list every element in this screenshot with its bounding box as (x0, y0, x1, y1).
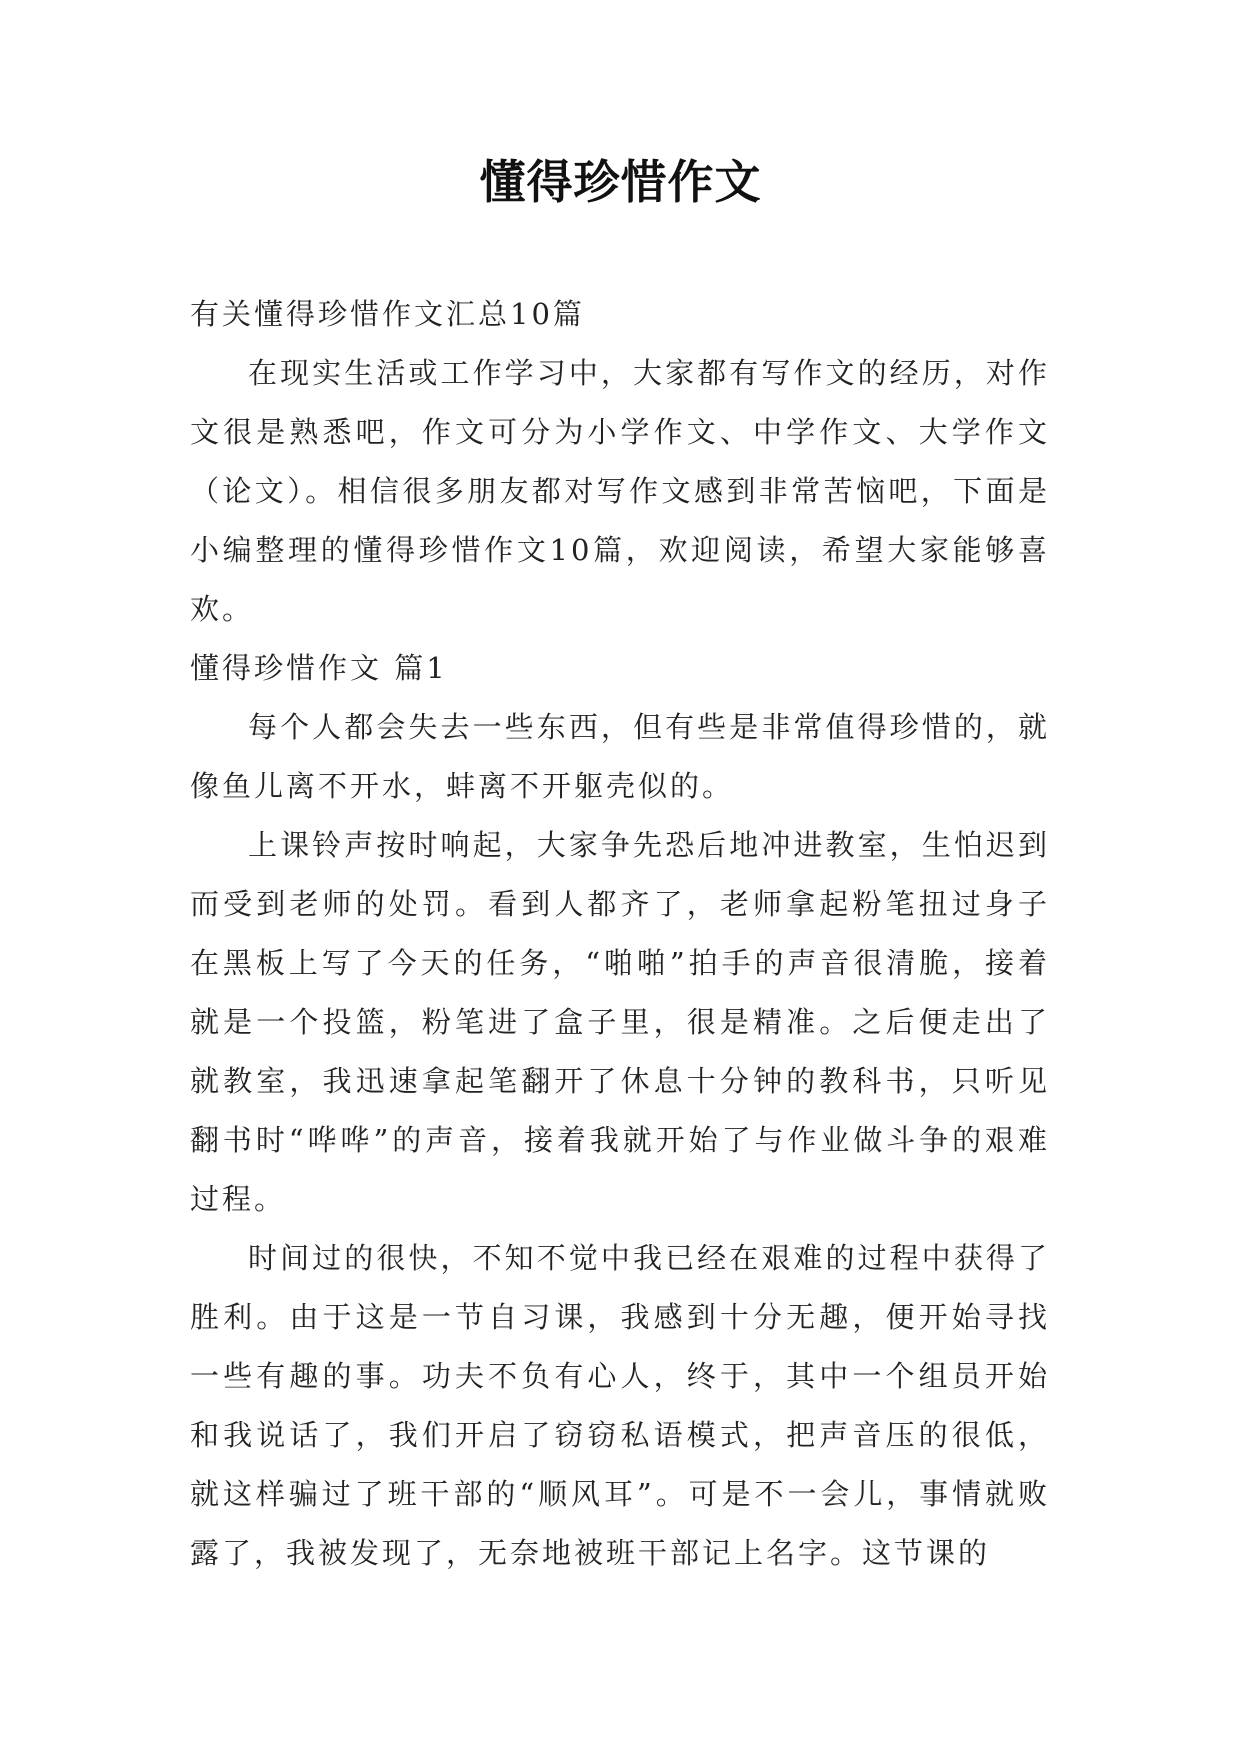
document-subtitle: 有关懂得珍惜作文汇总10篇 (190, 297, 585, 331)
body-paragraph: 每个人都会失去一些东西，但有些是非常值得珍惜的，就像鱼儿离不开水，蚌离不开躯壳似的。 (190, 710, 1050, 803)
section-heading: 懂得珍惜作文 篇1 (190, 651, 448, 685)
document-body (190, 285, 1050, 1583)
document-title: 懂得珍惜作文 (479, 155, 762, 209)
intro-paragraph: 在现实生活或工作学习中，大家都有写作文的经历，对作文很是熟悉吧，作文可分为小学作文、中学作文、大学作文（论文）。相信很多朋友都对写作文感到非常苦恼吧，下面是小编整理的懂得珍惜作文10篇，欢迎阅读，希望大家能够喜欢。 (190, 356, 1050, 626)
body-paragraph: 上课铃声按时响起，大家争先恐后地冲进教室，生怕迟到而受到老师的处罚。看到人都齐了，老师拿起粉笔扭过身子在黑板上写了今天的任务，“啪啪”拍手的声音很清脆，接着就是一个投篮，粉笔进了盒子里，很是精准。之后便走出了就教室，我迅速拿起笔翻开了休息十分钟的教科书，只听见翻书时“哗哗”的声音，接着我就开始了与作业做斗争的艰难过程。 (190, 828, 1050, 1216)
body-paragraph: 时间过的很快，不知不觉中我已经在艰难的过程中获得了胜利。由于这是一节自习课，我感到十分无趣，便开始寻找一些有趣的事。功夫不负有心人，终于，其中一个组员开始和我说话了，我们开启了窃窃私语模式，把声音压的很低，就这样骗过了班干部的“顺风耳”。可是不一会儿，事情就败露了，我被发现了，无奈地被班干部记上名字。这节课的 (190, 1241, 1050, 1570)
